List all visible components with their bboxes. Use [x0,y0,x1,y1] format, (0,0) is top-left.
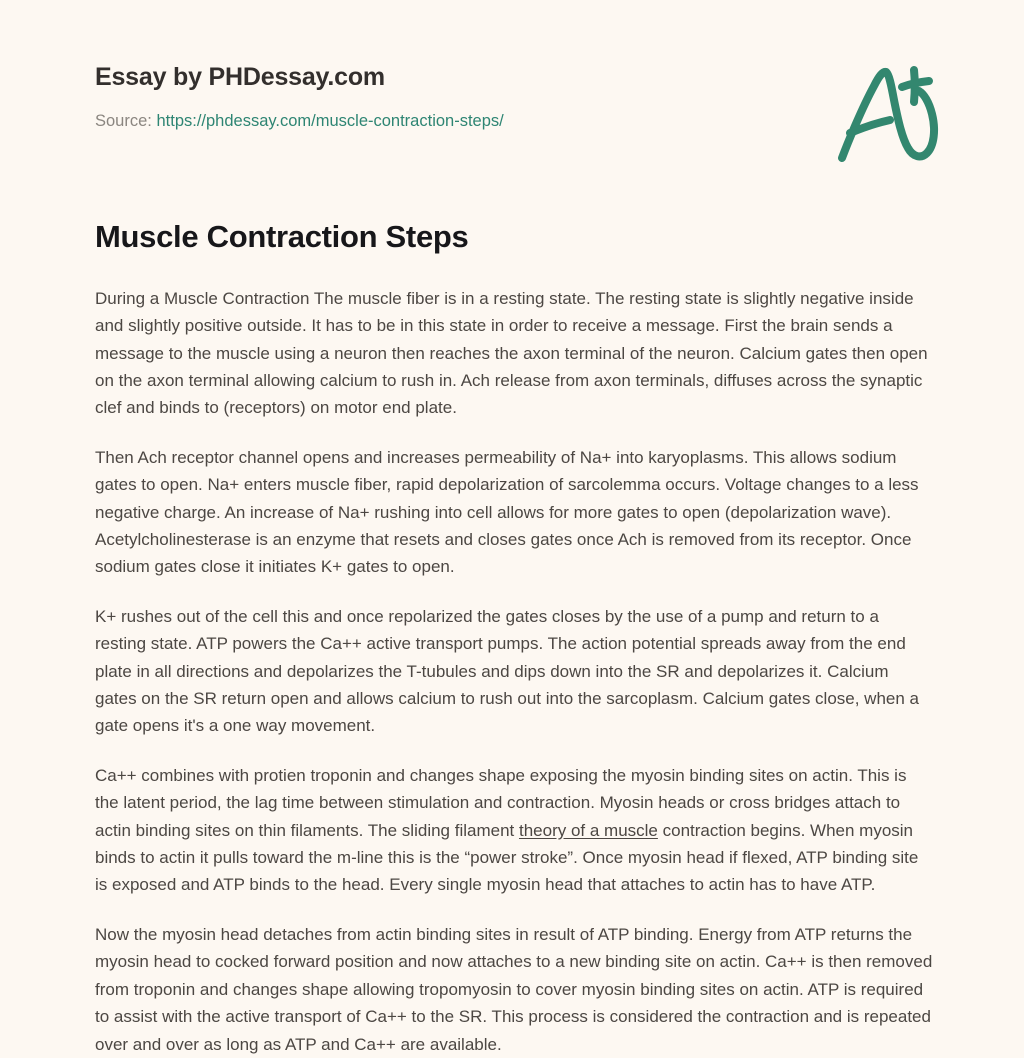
paragraph-4 [95,762,933,899]
paragraph-4-text-after: contraction begins. When myosin binds to actin it pulls toward the m-line this is the “power stroke”. Once myosin head if flexed, ATP binding site is exposed and ATP binds to the head. Every single myosin head that attaches to actin has to have ATP. [95,820,919,895]
paragraph-3: K+ rushes out of the cell this and once repolarized the gates closes by the use of a pump and return to a resting state. ATP powers the Ca++ active transport pumps. The action potential spreads away from the end plate in all directions and depolarizes the T-tubules and dips down into the SR and depolarizes it. Calcium gates on the SR return open and allows calcium to rush out into the sarcoplasm. Calcium gates close, when a gate opens it's a one way movement. [95,606,919,736]
paragraph-1: During a Muscle Contraction The muscle fiber is in a resting state. The resting state is slightly negative inside and slightly positive outside. It has to be in this state in order to receive a message. First the brain sends a message to the muscle using a neuron then reaches the axon terminal of the neuron. Calcium gates then open on the axon terminal allowing calcium to rush in. Ach release from axon terminals, diffuses across the synaptic clef and binds to (receptors) on motor end plate. [95,288,928,418]
page-header [95,62,954,172]
page-title: Muscle Contraction Steps [95,219,469,254]
source-line [95,111,954,132]
aplus-logo [828,58,948,168]
article-body [95,218,933,1058]
brand-title: Essay by PHDessay.com [95,63,385,91]
source-label: Source: [95,112,152,130]
paragraph-2: Then Ach receptor channel opens and increases permeability of Na+ into karyoplasms. This allows sodium gates to open. Na+ enters muscle fiber, rapid depolarization of sarcolemma occurs. Voltage changes to a less negative charge. An increase of Na+ rushing into cell allows for more gates to open (depolarization wave). Acetylcholinesterase is an enzyme that resets and closes gates once Ach is removed from its receptor. Once sodium gates close it initiates K+ gates to open. [95,447,919,577]
source-url-link[interactable]: https://phdessay.com/muscle-contraction-steps/ [156,112,504,130]
paragraph-5: Now the myosin head detaches from actin binding sites in result of ATP binding. Energy from ATP returns the myosin head to cocked forward position and now attaches to a new binding site on actin. Ca++ is then removed from troponin and changes shape allowing tropomyosin to cover myosin binding sites on actin. ATP is required to assist with the active transport of Ca++ to the SR. This process is considered the contraction and is repeated over and over as long as ATP and Ca++ are available. [95,924,933,1054]
paragraph-4-text-before: Ca++ combines with protien troponin and changes shape exposing the myosin binding sites on actin. This is the latent period, the lag time between stimulation and contraction. Myosin heads or cross bridges attach to actin binding sites on thin filaments. The sliding filament [95,765,907,840]
theory-of-a-muscle-link[interactable]: theory of a muscle [518,820,658,840]
aplus-logo-icon [828,58,948,168]
